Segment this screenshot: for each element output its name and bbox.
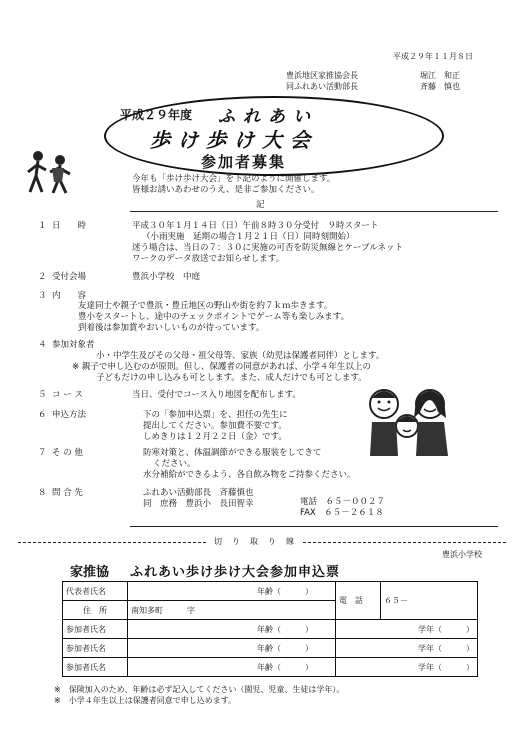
section-2-label: 受付会場 bbox=[52, 272, 87, 282]
section-3-line-2: 豊小をスタートし、途中のチェックポイントでゲーム等も楽しみます。 bbox=[78, 312, 350, 322]
sender-org-2: 同ふれあい活動部長 bbox=[286, 82, 358, 91]
section-6-number: ６ bbox=[38, 410, 47, 420]
section-8-fax: FAX ６５－２６１８ bbox=[300, 508, 384, 518]
intro-line-1: 今年も「歩け歩け大会」を下記のように開催します。 bbox=[132, 174, 336, 184]
section-8-tel: 電話 ６５－００２７ bbox=[300, 497, 386, 507]
section-5-text: 当日、受付でコース入り地図を配布します。 bbox=[132, 390, 301, 400]
rep-name-field[interactable] bbox=[128, 582, 255, 601]
walkers-illustration bbox=[22, 148, 82, 196]
section-3-label: 内 容 bbox=[52, 291, 87, 301]
section-4-line-3: 子どもだけの申し込みも可とします。また、成人だけでも可とします。 bbox=[96, 373, 367, 383]
divider-bottom bbox=[130, 526, 498, 527]
rep-name-label: 代表者氏名 bbox=[63, 582, 128, 601]
section-4-label: 参加対象者 bbox=[52, 340, 95, 350]
section-7-line-1: 防寒対策と、体温調節ができる服装をしてきて bbox=[143, 448, 322, 458]
participant-2-name-field[interactable] bbox=[128, 639, 255, 658]
cut-line-label: 切 り 取 り 線 bbox=[208, 536, 301, 547]
section-2-text: 豊浜小学校 中庭 bbox=[132, 272, 201, 282]
sender-name-1: 堀江 和正 bbox=[420, 71, 460, 80]
participant-3-age-field[interactable]: 年齢（ ） bbox=[254, 658, 336, 677]
section-7-number: ７ bbox=[38, 448, 47, 458]
ki-marker: 記 bbox=[256, 200, 265, 210]
section-2-number: ２ bbox=[38, 272, 47, 282]
address-label: 住 所 bbox=[63, 601, 128, 620]
section-1-line-1: 平成３０年１月１４日（日）午前８時３０分受付 ９時スタート bbox=[132, 221, 379, 231]
application-form bbox=[62, 581, 478, 677]
section-6-line-3: しめきりは１２月２２日（金）です。 bbox=[143, 432, 287, 442]
participant-3-name-field[interactable] bbox=[128, 658, 255, 677]
form-title: ふれあい歩け歩け大会参加申込票 bbox=[130, 565, 341, 580]
participant-1-label: 参加者氏名 bbox=[63, 620, 128, 639]
section-3-number: ３ bbox=[38, 291, 47, 301]
divider-top bbox=[130, 211, 498, 212]
note-2: ※ 小学４年生以上は保護者同意で申し込めます。 bbox=[54, 696, 237, 705]
title-year: 平成２９年度 bbox=[120, 108, 193, 122]
section-1-line-4: ワークのデータ放送でお知らせします。 bbox=[132, 254, 285, 264]
family-illustration bbox=[362, 382, 456, 456]
section-8-number: ８ bbox=[38, 488, 47, 498]
section-8-line-1: ふれあい活動部長 斉藤慎也 bbox=[143, 488, 254, 498]
school-name: 豊浜小学校 bbox=[442, 550, 482, 559]
recruit-heading: 参加者募集 bbox=[201, 153, 287, 171]
section-5-number: ５ bbox=[38, 390, 47, 400]
participant-1-name-field[interactable] bbox=[128, 620, 255, 639]
section-7-label: そ の 他 bbox=[52, 448, 83, 458]
title-line1: ふれあい bbox=[218, 107, 318, 127]
tel-field[interactable]: ６５－ bbox=[381, 582, 478, 620]
section-6-line-1: 下の「参加申込票」を、担任の先生に bbox=[143, 410, 288, 420]
section-7-line-3: 水分補給ができるよう、各自飲み物をご持参ください。 bbox=[143, 470, 356, 480]
section-7-line-2: ください。 bbox=[153, 459, 196, 469]
intro-line-2: 皆様お誘いあわせのうえ、是非ご参加ください。 bbox=[132, 185, 320, 195]
section-8-label: 問 合 先 bbox=[52, 488, 83, 498]
sender-org-1: 豊浜地区家推協会長 bbox=[286, 71, 358, 80]
section-4-line-1: 小・中学生及びその父母・祖父母等、家族（幼児は保護者同伴）とします。 bbox=[96, 351, 385, 361]
participant-1-age-field[interactable]: 年齢（ ） bbox=[254, 620, 336, 639]
section-6-line-2: 提出してください。参加費不要です。 bbox=[143, 421, 287, 431]
participant-2-label: 参加者氏名 bbox=[63, 639, 128, 658]
participant-1-grade-field[interactable]: 学年（ ） bbox=[336, 620, 478, 639]
section-8-line-2: 同 庶務 豊浜小 長田智幸 bbox=[143, 499, 254, 509]
title-line2: 歩け歩け大会 bbox=[150, 128, 318, 152]
issue-date: 平成２９年１１月８日 bbox=[393, 52, 473, 61]
form-title-prefix: 家推協 bbox=[70, 565, 110, 580]
tel-label: 電 話 bbox=[336, 582, 381, 620]
section-6-label: 申込方法 bbox=[52, 410, 87, 420]
section-1-line-2: （小雨実施 延期の場合１月２１日（日）同時刻開始） bbox=[142, 232, 355, 242]
participant-3-label: 参加者氏名 bbox=[63, 658, 128, 677]
section-3-line-1: 友達同士や親子で豊浜・豊丘地区の野山や街を約７ｋｍ歩きます。 bbox=[78, 301, 333, 311]
section-1-label: 日 時 bbox=[52, 221, 87, 231]
participant-3-grade-field[interactable]: 学年（ ） bbox=[336, 658, 478, 677]
section-1-number: １ bbox=[38, 221, 47, 231]
sender-name-2: 斉藤 慎也 bbox=[420, 82, 460, 91]
section-3-line-3: 到着後は参加賞やおいしいものが待っています。 bbox=[78, 323, 265, 333]
address-field[interactable]: 南知多町 字 bbox=[128, 601, 336, 620]
section-4-line-2: ※ 親子で申し込むのが原則。但し、保護者の同意があれば、小学４年生以上の bbox=[72, 362, 371, 372]
section-5-label: コ ー ス bbox=[52, 390, 83, 400]
section-4-number: ４ bbox=[38, 340, 47, 350]
note-1: ※ 保険加入のため、年齢は必ず記入してください（園児、児童、生徒は学年）。 bbox=[54, 685, 345, 694]
participant-2-grade-field[interactable]: 学年（ ） bbox=[336, 639, 478, 658]
section-1-line-3: 迷う場合は、当日の７：３０に実施の可否を防災無線とケーブルネット bbox=[132, 243, 403, 253]
participant-2-age-field[interactable]: 年齢（ ） bbox=[254, 639, 336, 658]
rep-age-field[interactable]: 年齢（ ） bbox=[254, 582, 336, 601]
